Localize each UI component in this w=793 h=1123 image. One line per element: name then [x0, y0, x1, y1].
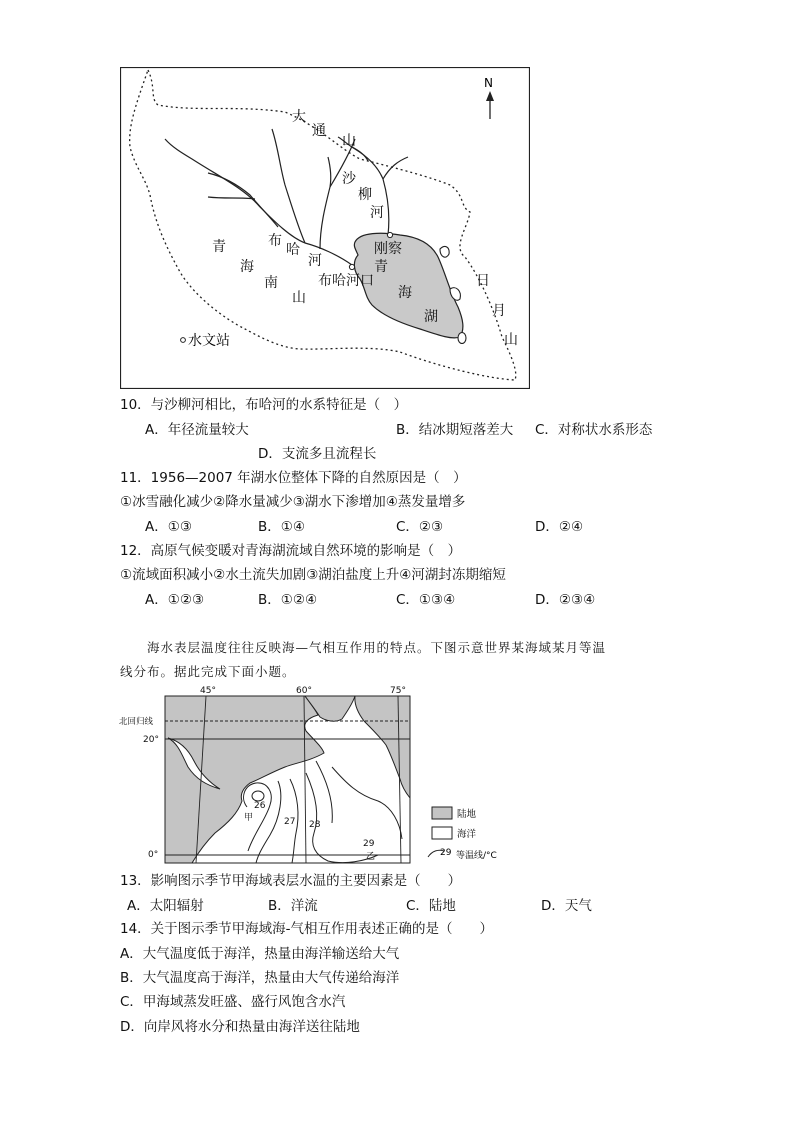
label-shan: 山 [292, 290, 306, 306]
legend-isotherm-number: 29 [440, 848, 452, 858]
label-nan: 南 [264, 275, 278, 291]
q13-option-d: D．天气 [541, 898, 592, 914]
label-da: 大 [292, 109, 306, 125]
q11-option-a: A．①③ [145, 519, 192, 535]
label-lat-20: 20° [143, 735, 159, 745]
label-hai: 海 [398, 285, 412, 301]
label-qing: 青 [212, 239, 226, 255]
sea-surface-temperature-map [110, 683, 530, 868]
q12-option-c: C．①③④ [396, 592, 456, 608]
intro-line-1: 海水表层温度往往反映海—气相互作用的特点。下图示意世界某海域某月等温 [147, 640, 607, 655]
label-isotherm-26: 26 [254, 801, 266, 811]
q12-option-d: D．②③④ [535, 592, 596, 608]
label-liu: 柳 [358, 187, 372, 203]
legend-isotherm-label: 等温线/°C [456, 851, 497, 861]
q11-option-b: B．①④ [258, 519, 305, 535]
q12-stem: 12．高原气候变暖对青海湖流域自然环境的影响是（ ） [120, 543, 462, 559]
label-gangcha: 刚察 [374, 241, 402, 257]
q10-stem: 10．与沙柳河相比，布哈河的水系特征是（ ） [120, 397, 408, 413]
label-isotherm-27: 27 [284, 817, 296, 827]
q13-option-a: A．太阳辐射 [127, 898, 204, 914]
station-legend-marker [181, 338, 186, 343]
q11-option-c: C．②③ [396, 519, 444, 535]
label-isotherm-29: 29 [363, 839, 375, 849]
label-station: 水文站 [188, 333, 230, 349]
legend-ocean-label: 海洋 [457, 829, 477, 840]
q10-option-d: D．支流多且流程长 [258, 446, 377, 462]
label-isotherm-28: 28 [309, 820, 321, 830]
label-he: 河 [308, 253, 322, 269]
label-hu: 湖 [424, 309, 438, 325]
label-lon-45: 45° [200, 686, 216, 696]
hydrological-station-marker [349, 264, 354, 269]
north-label: N [484, 76, 493, 90]
small-lake [458, 333, 466, 344]
label-hai: 海 [240, 259, 254, 275]
q10-option-b: B．结冰期短落差大 [396, 422, 514, 438]
q11-stem: 11．1956—2007 年湖水位整体下降的自然原因是（ ） [120, 470, 467, 486]
label-jia: 甲 [244, 813, 254, 823]
q14-stem: 14．关于图示季节甲海域海-气相互作用表述正确的是（ ） [120, 921, 494, 937]
label-tropic-of-cancer: 北回归线 [119, 717, 154, 727]
q10-option-a: A．年径流量较大 [145, 422, 249, 438]
label-tong: 通 [312, 123, 326, 139]
label-ri: 日 [476, 273, 490, 289]
label-he: 河 [370, 205, 384, 221]
label-bu: 布 [268, 233, 282, 249]
label-lat-0: 0° [148, 850, 159, 860]
label-shan: 山 [342, 133, 356, 149]
label-yue: 月 [492, 303, 506, 319]
q14-option-b: B．大气温度高于海洋，热量由大气传递给海洋 [120, 970, 400, 986]
qinghai-lake-basin-map [120, 67, 530, 389]
label-lon-60: 60° [296, 686, 312, 696]
label-ha: 哈 [286, 242, 300, 258]
q13-option-b: B．洋流 [268, 898, 318, 914]
q12-option-b: B．①②④ [258, 592, 318, 608]
q13-option-c: C．陆地 [406, 898, 456, 914]
q12-option-a: A．①②③ [145, 592, 205, 608]
small-lake [440, 247, 449, 258]
q11-option-d: D．②④ [535, 519, 584, 535]
q11-items: ①冰雪融化减少②降水量减少③湖水下渗增加④蒸发量增多 [120, 494, 466, 510]
q14-option-d: D．向岸风将水分和热量由海洋送往陆地 [120, 1019, 360, 1035]
label-shan: 山 [504, 332, 518, 348]
q13-stem: 13．影响图示季节甲海域表层水温的主要因素是（ ） [120, 873, 462, 889]
hydrological-station-marker [387, 232, 392, 237]
q10-option-c: C．对称状水系形态 [535, 422, 653, 438]
intro-line-2: 线分布。据此完成下面小题。 [120, 664, 296, 679]
legend-land-label: 陆地 [457, 809, 477, 820]
legend-land-swatch [432, 807, 452, 819]
label-yi: 乙 [366, 852, 376, 862]
q12-items: ①流域面积减小②水土流失加剧③湖泊盐度上升④河湖封冻期缩短 [120, 567, 506, 583]
q14-option-c: C．甲海域蒸发旺盛、盛行风饱含水汽 [120, 994, 346, 1010]
q14-option-a: A．大气温度低于海洋，热量由海洋输送给大气 [120, 946, 400, 962]
label-sha: 沙 [342, 171, 356, 187]
label-lon-75: 75° [390, 686, 406, 696]
label-qing: 青 [374, 259, 388, 275]
legend-ocean-swatch [432, 827, 452, 839]
label-buhahekou: 布哈河口 [318, 273, 374, 289]
